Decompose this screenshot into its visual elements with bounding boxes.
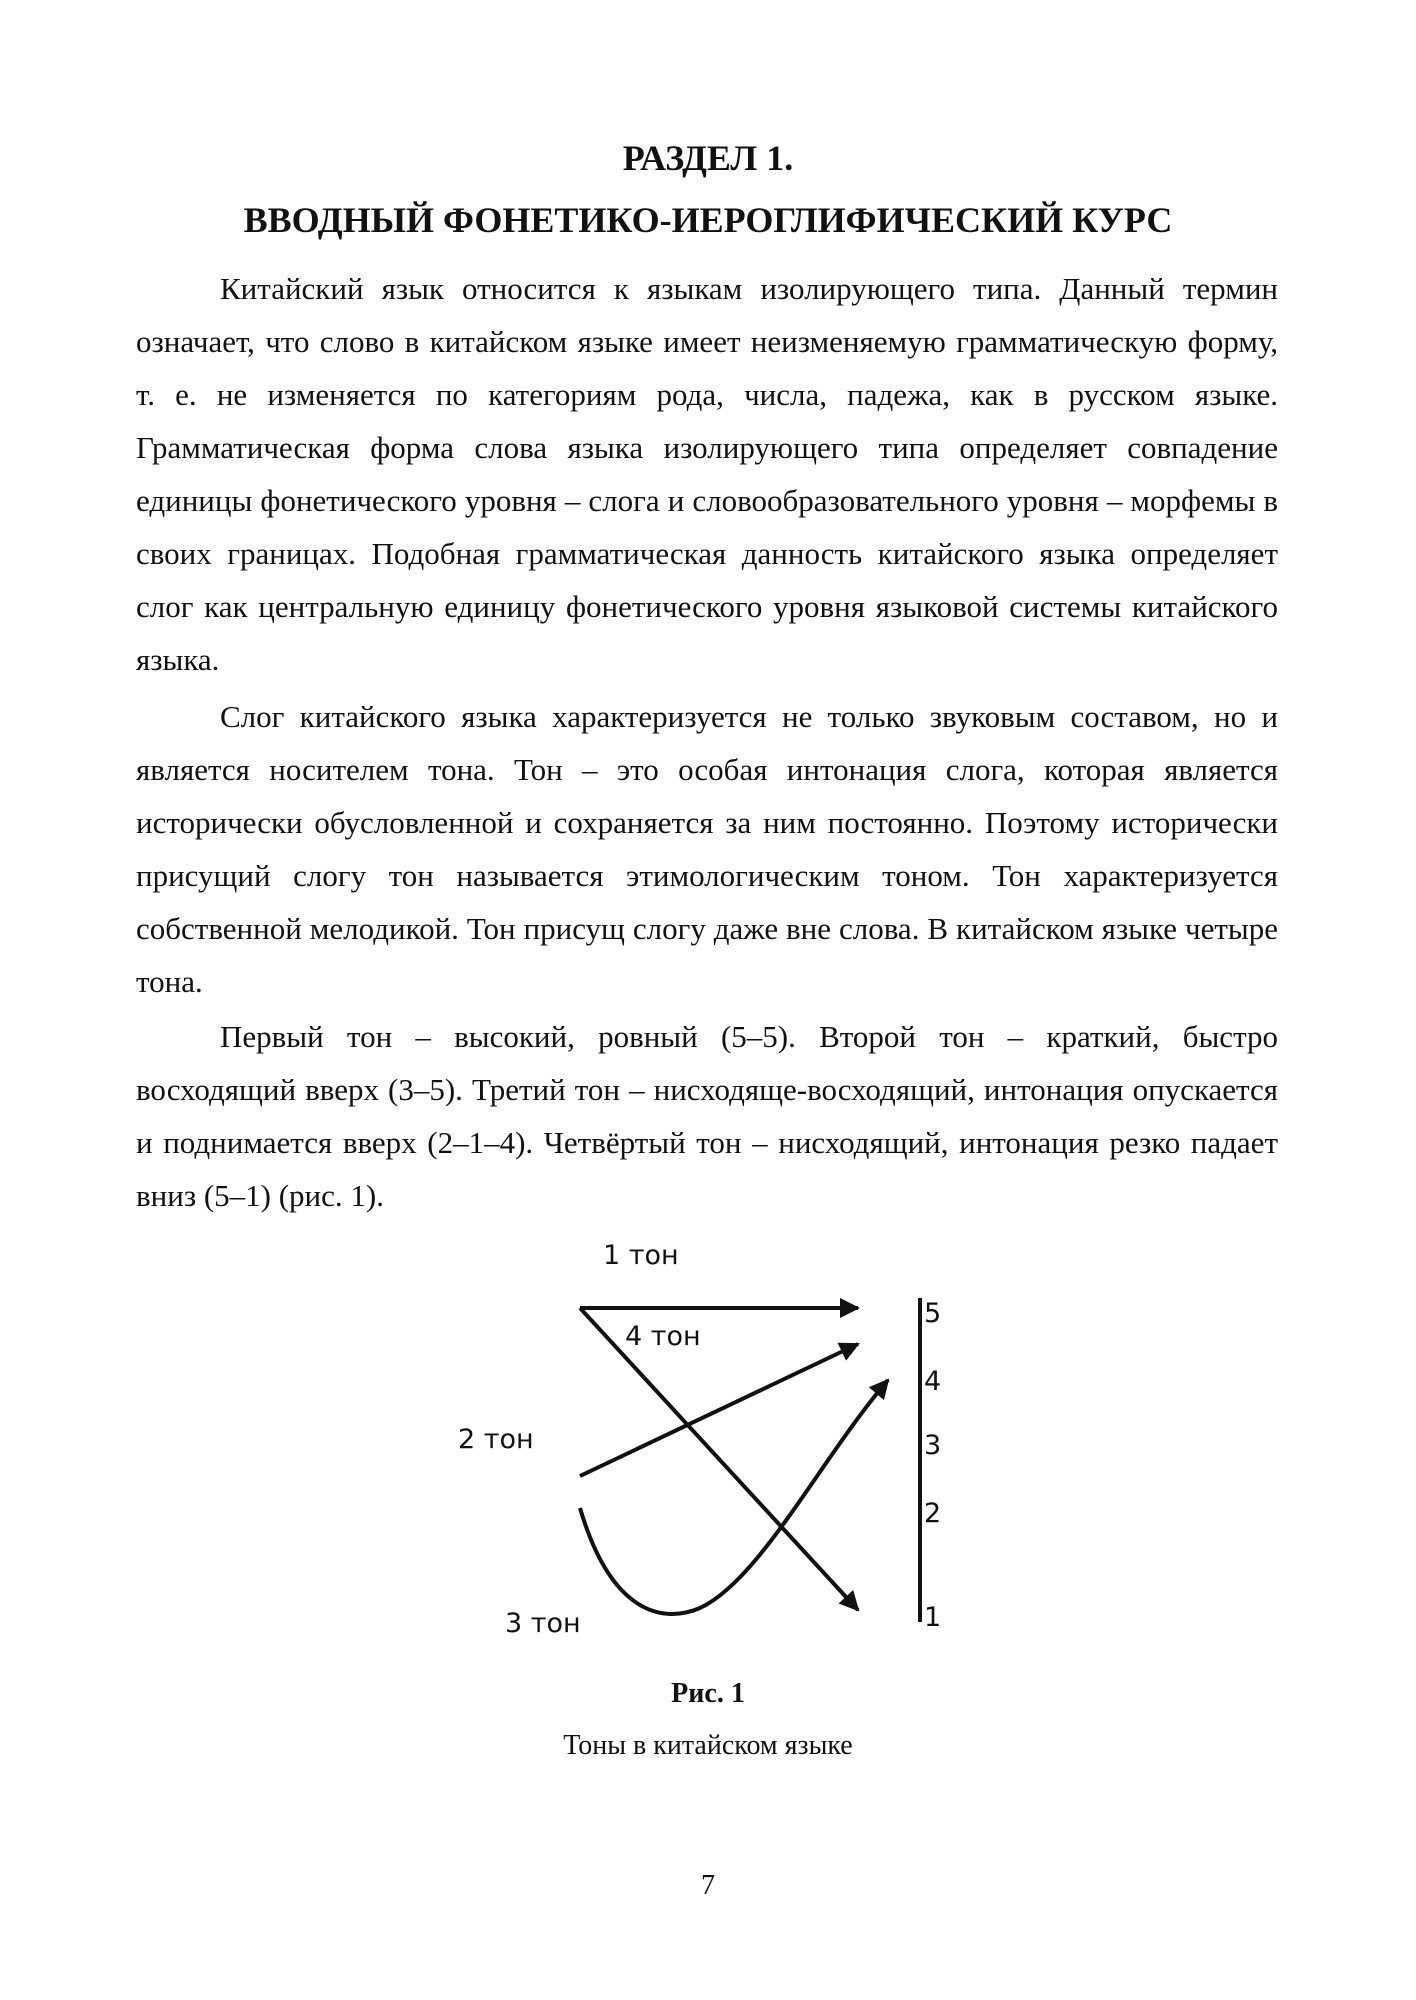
figure-caption: Тоны в китайском языке: [563, 1730, 853, 1761]
section-title: ВВОДНЫЙ ФОНЕТИКО-ИЕРОГЛИФИЧЕСКИЙ КУРС: [243, 200, 1173, 240]
page-number: 7: [701, 1870, 715, 1901]
tone-2-label: 2 тон: [458, 1424, 534, 1455]
tone-3-arrow: [580, 1380, 888, 1614]
scale-label-4: 4: [924, 1366, 942, 1397]
tone-4-arrow: [580, 1308, 858, 1610]
paragraph-intro: Китайский язык относится к языкам изолирующего типа. Данный термин означает, что слово в китайском языке имеет неизменяемую грамматическую форму, т. е. не изменяется по категориям рода, числа, падежа, как в русском языке. Грамматическая форма слова языка изолирующего типа определяет совпадение единицы фонетического уровня – слога и словообразовательного уровня – морфемы в своих границах. Подобная грамматическая данность китайского языка определяет слог как центральную единицу фонетического уровня языковой системы китайского языка.: [136, 271, 1278, 677]
scale-label-3: 3: [924, 1430, 942, 1461]
scale-label-1: 1: [924, 1602, 942, 1633]
section-heading: РАЗДЕЛ 1.: [622, 138, 794, 178]
paragraph-syllable-tone: Слог китайского языка характеризуется не только звуковым составом, но и является носителем тона. Тон – это особая интонация слога, которая является исторически обусловленной и сохраняется за ним постоянно. Поэтому исторически присущий слогу тон называется этимологическим тоном. Тон характеризуется собственной мелодикой. Тон присущ слогу даже вне слова. В китайском языке четыре тона.: [136, 699, 1278, 999]
paragraph-tone-description: Первый тон – высокий, ровный (5–5). Второй тон – краткий, быстро восходящий вверх (3–5). Третий тон – нисходяще-восходящий, интонация опускается и поднимается вверх (2–1–4). Четвёртый тон – нисходящий, интонация резко падает вниз (5–1) (рис. 1).: [136, 1019, 1278, 1213]
tone-1-label: 1 тон: [603, 1240, 679, 1271]
tone-diagram: [440, 1230, 960, 1650]
tone-3-label: 3 тон: [505, 1608, 581, 1639]
scale-label-5: 5: [924, 1298, 942, 1329]
scale-label-2: 2: [924, 1498, 942, 1529]
tone-4-label: 4 тон: [625, 1321, 701, 1352]
figure-label: Рис. 1: [671, 1678, 745, 1709]
